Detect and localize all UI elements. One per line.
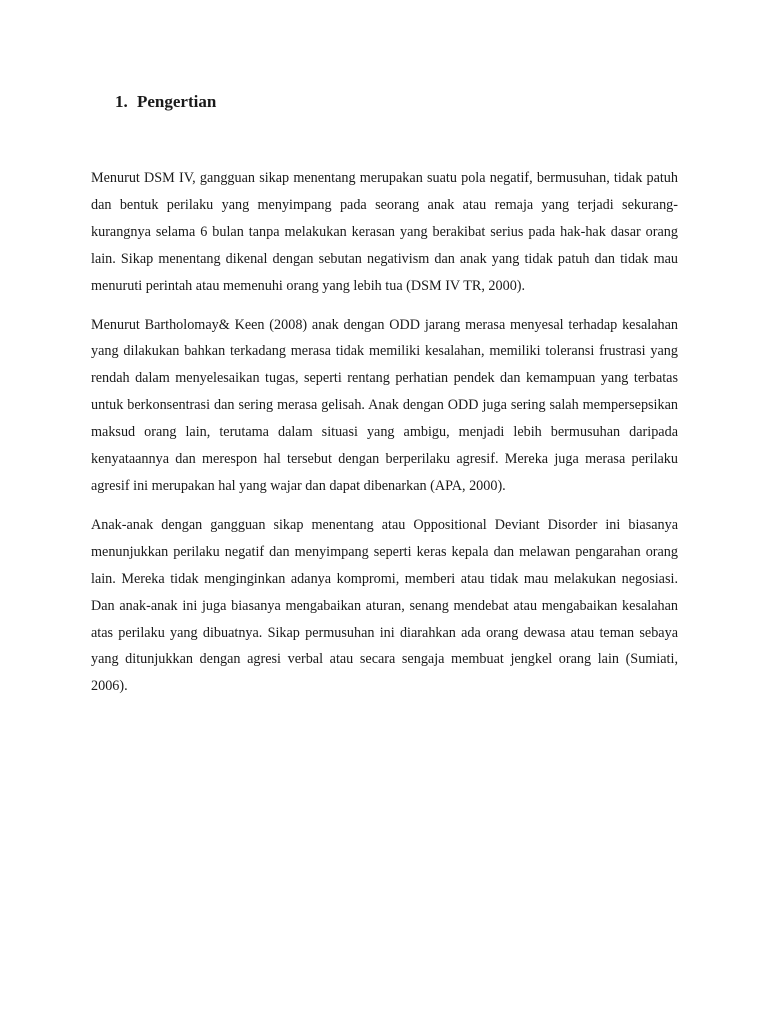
paragraph: Anak-anak dengan gangguan sikap menentang atau Oppositional Deviant Disorder ini biasanya menunjukkan perilaku negatif dan menyimpang seperti keras kepala dan melawan pengarahan orang lain. Mereka tidak menginginkan adanya kompromi, memberi atau tidak mau melakukan negosiasi. Dan anak-anak ini juga biasanya mengabaikan aturan, senang mendebat atau mengabaikan kesalahan atas perilaku yang dibuatnya. Sikap permusuhan ini diarahkan ada orang dewasa atau teman sebaya yang ditunjukkan dengan agresi verbal atau secara sengaja membuat jengkel orang lain (Sumiati, 2006).: [91, 516, 678, 695]
section-title: Pengertian: [137, 92, 217, 111]
section-number: 1.: [115, 92, 128, 111]
paragraph: Menurut Bartholomay& Keen (2008) anak dengan ODD jarang merasa menyesal terhadap kesalahan yang dilakukan bahkan terkadang merasa tidak memiliki kesalahan, memiliki toleransi frustrasi yang rendah dalam menyelesaikan tugas, seperti rentang perhatian pendek dan kemampuan yang terbatas untuk berkonsentrasi dan sering merasa gelisah. Anak dengan ODD juga sering salah mempersepsikan maksud orang lain, terutama dalam situasi yang ambigu, menjadi lebih bermusuhan daripada kenyataannya dan merespon hal tersebut dengan berperilaku agresif. Mereka juga merasa perilaku agresif ini merupakan hal yang wajar dan dapat dibenarkan (APA, 2000).: [91, 316, 678, 494]
section-heading: [115, 92, 216, 112]
section-body: [91, 165, 678, 712]
paragraph: Menurut DSM IV, gangguan sikap menentang merupakan suatu pola negatif, bermusuhan, tidak patuh dan bentuk perilaku yang menyimpang pada seorang anak atau remaja yang terjadi sekurang-kurangnya selama 6 bulan tanpa melakukan kerasan yang berakibat serius pada hak-hak dasar orang lain. Sikap menentang dikenal dengan sebutan negativism dan anak yang tidak patuh dan tidak mau menuruti perintah atau memenuhi orang yang lebih tua (DSM IV TR, 2000).: [91, 170, 678, 294]
